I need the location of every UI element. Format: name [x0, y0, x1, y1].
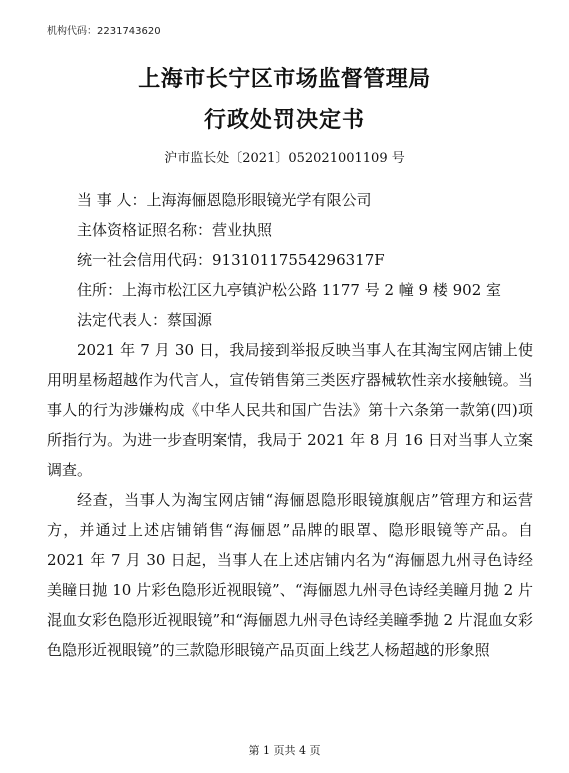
certificate-name: 主体资格证照名称：营业执照	[77, 221, 273, 239]
party-name: 当 事 人：上海海俪恩隐形眼镜光学有限公司	[77, 191, 372, 209]
paragraph-investigation: 经查，当事人为淘宝网店铺“海俪恩隐形眼镜旗舰店”管理方和运营方，并通过上述店铺销售“海俪恩”品牌的眼罩、隐形眼镜等产品。自 2021 年 7 月 30 日起，当事人在上述店铺内名为“海俪恩九州寻色诗经美瞳日抛 10 片彩色隐形近视眼镜”、“海俪恩九州寻色诗经美瞳月抛 2 片混血女彩色隐形近视眼镜”和“海俪恩九州寻色诗经美瞳季抛 2 片混血女彩色隐形近视眼镜”的三款隐形眼镜产品页面上线艺人杨超越的形象照	[47, 491, 533, 659]
paragraph-case-origin: 2021 年 7 月 30 日，我局接到举报反映当事人在其淘宝网店铺上使用明星杨超越作为代言人，宣传销售第三类医疗器械软性亲水接触镜。当事人的行为涉嫌构成《中华人民共和国广告法》第十六条第一款第(四)项所指行为。为进一步查明案情，我局于 2021 年 8 月 16 日对当事人立案调查。	[47, 341, 533, 479]
document-number: 沪市监长处〔2021〕052021001109 号	[164, 151, 405, 166]
issuing-authority-title: 上海市长宁区市场监督管理局	[138, 67, 431, 92]
page-number: 第 1 页共 4 页	[248, 744, 321, 757]
document-body	[47, 185, 533, 665]
document-title: 行政处罚决定书	[203, 108, 365, 133]
credit-code: 统一社会信用代码：91310117554296317F	[77, 251, 385, 269]
legal-representative: 法定代表人：蔡国源	[77, 311, 213, 329]
address: 住所：上海市松江区九亭镇沪松公路 1177 号 2 幢 9 楼 902 室	[77, 281, 502, 299]
org-code: 机构代码：2231743620	[47, 26, 161, 37]
